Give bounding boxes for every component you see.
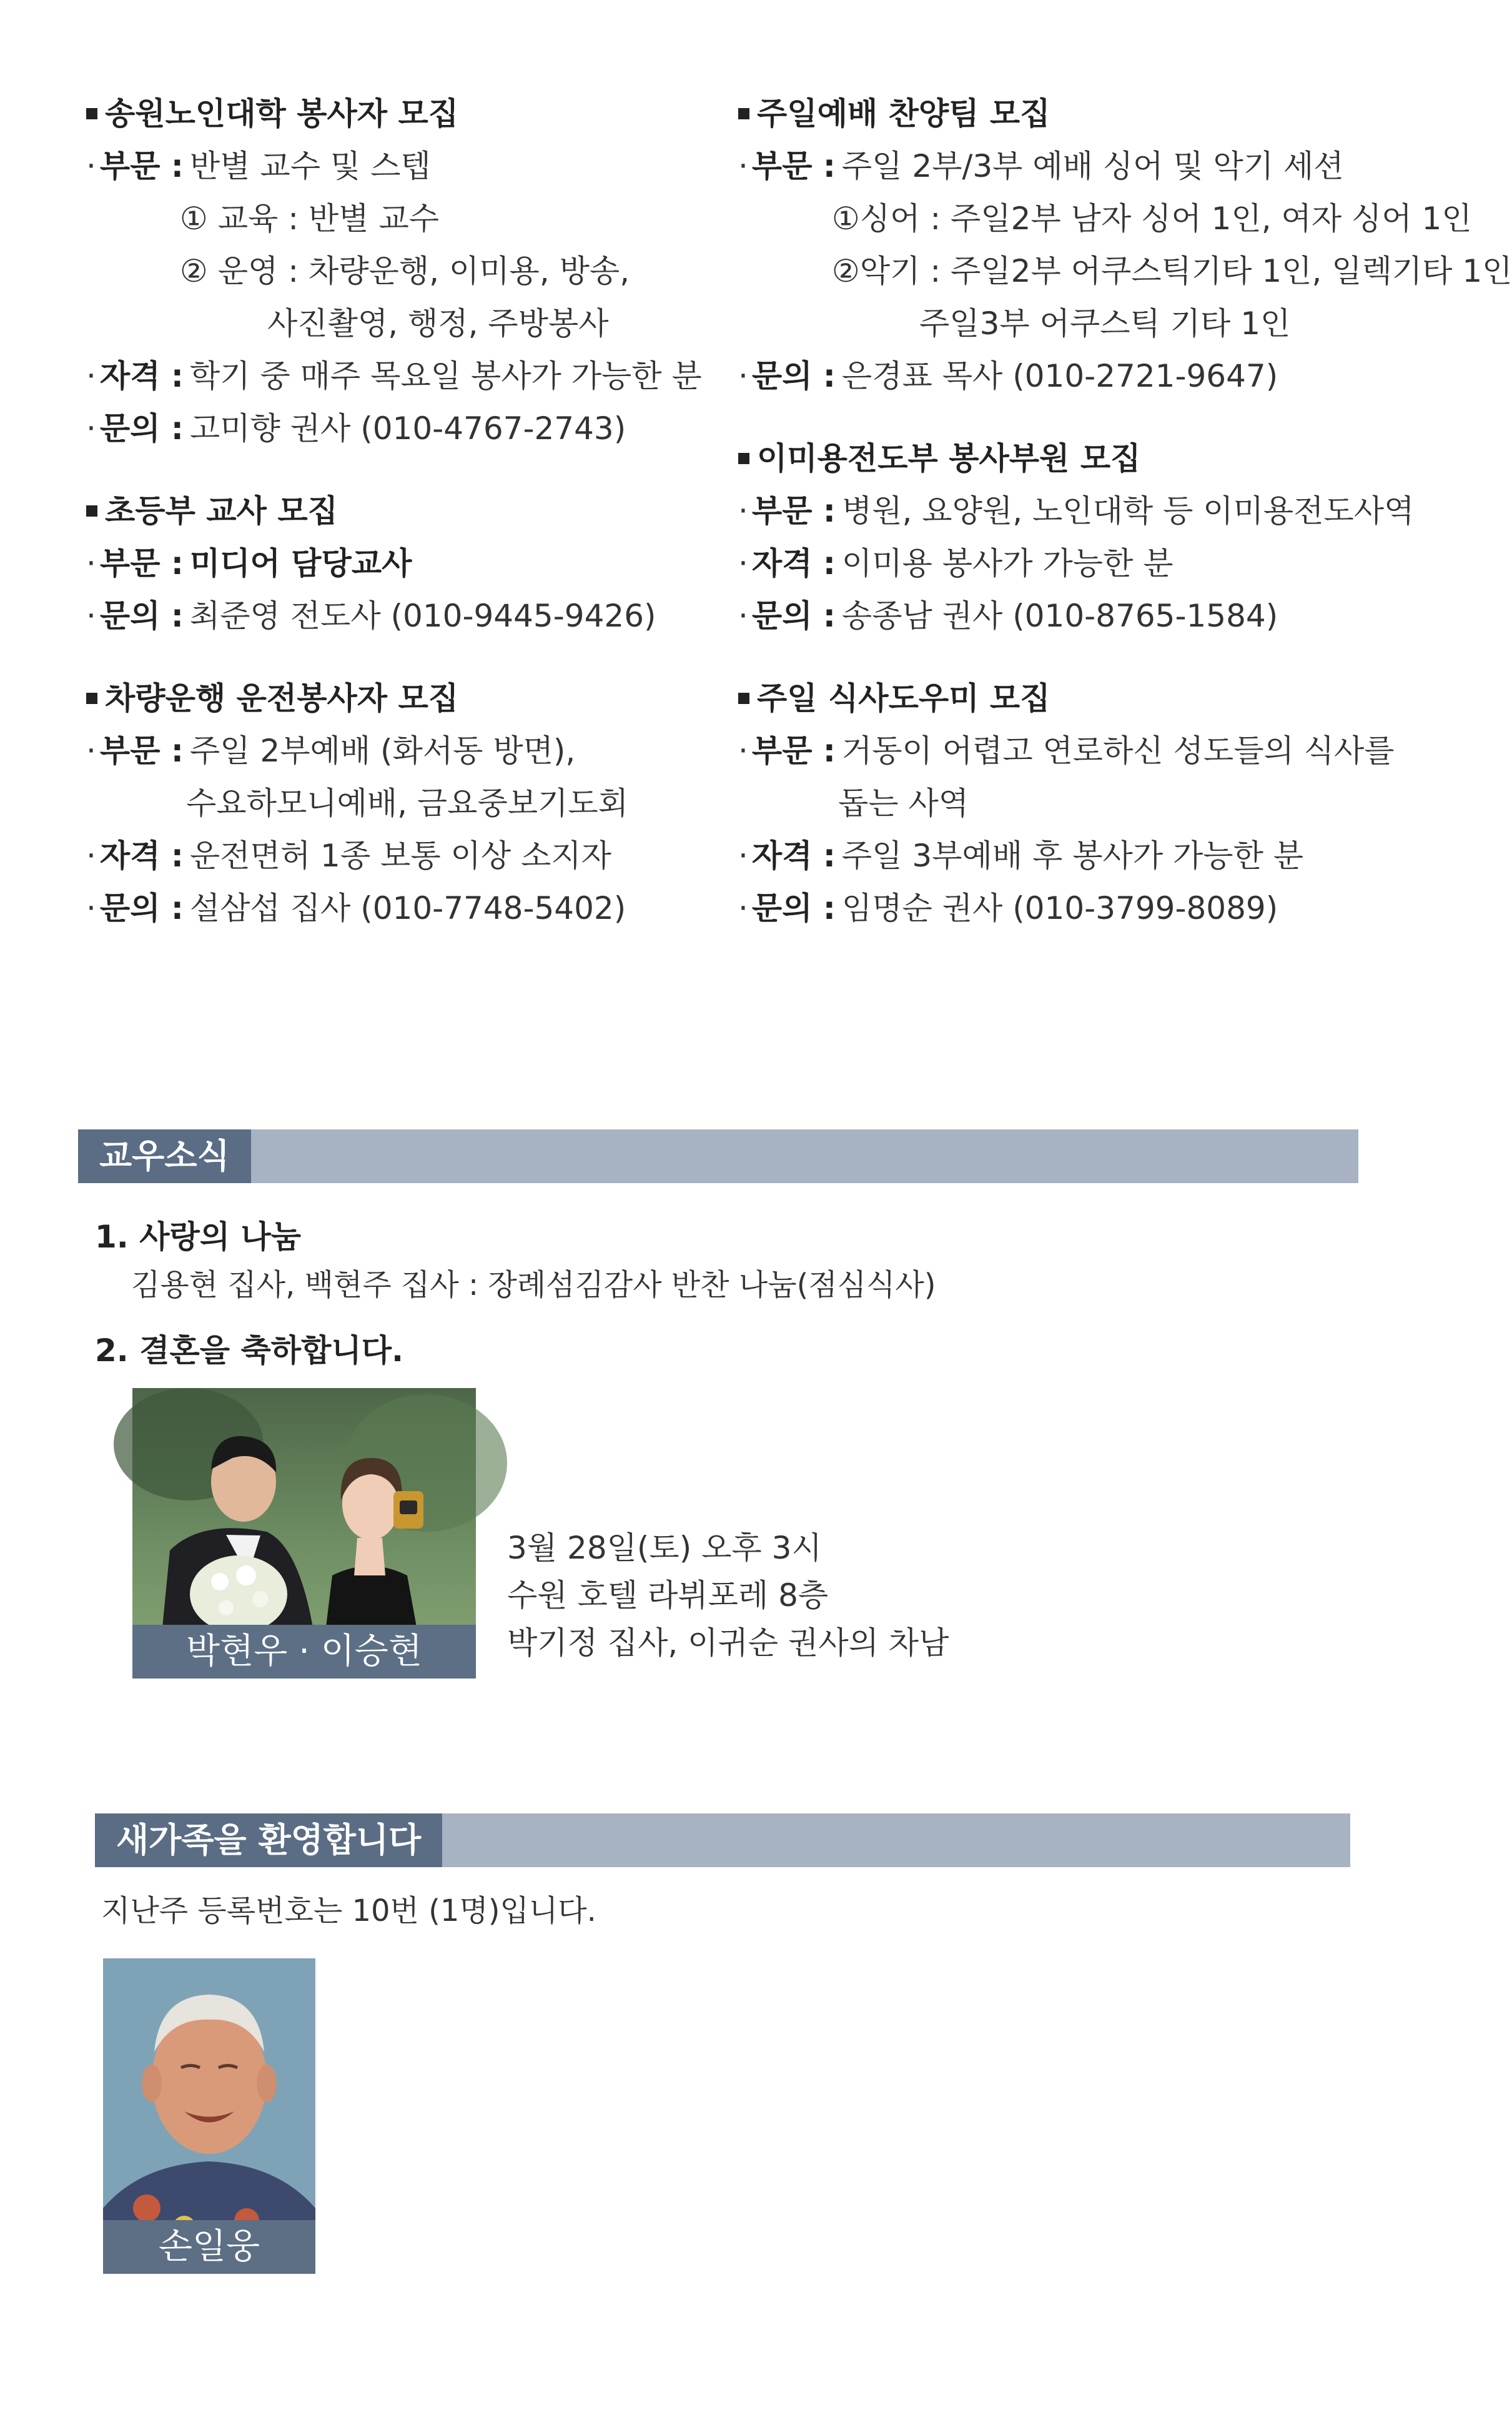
recruit-row-label: 부문 : (751, 733, 836, 769)
square-bullet-icon (86, 693, 97, 704)
recruit-row-label: 문의 : (751, 890, 836, 926)
recruit-row (738, 830, 1394, 882)
square-bullet-icon (86, 108, 97, 119)
recruit-title-text: 주일예배 찬양팀 모집 (757, 96, 1050, 132)
recruit-row (86, 830, 742, 882)
dot-bullet-icon: · (86, 358, 96, 394)
recruit-title (86, 87, 742, 140)
recruit-row-label: 부문 : (99, 148, 184, 184)
recruit-row-value: 미디어 담당교사 (189, 545, 412, 582)
recruit-row-continuation: ①싱어 : 주일2부 남자 싱어 1인, 여자 싱어 1인 (832, 201, 1472, 237)
recruit-row-value: 병원, 요양원, 노인대학 등 이미용전도사역 (841, 493, 1415, 529)
recruit-row-value: 송종남 권사 (010-8765-1584) (841, 598, 1278, 634)
recruit-row (86, 590, 742, 642)
dot-bullet-icon: · (738, 733, 748, 769)
wedding-date: 3월 28일(토) 오후 3시 (507, 1530, 822, 1566)
recruit-row-continuation: 수요하모니예배, 금요중보기도회 (186, 785, 628, 821)
recruit-row (738, 140, 1394, 192)
news-section-bar (78, 1129, 1358, 1183)
recruit-row-value: 운전면허 1종 보통 이상 소지자 (189, 838, 611, 874)
recruit-row-label: 부문 : (99, 545, 184, 582)
recruit-row-value: 임명순 권사 (010-3799-8089) (841, 890, 1278, 926)
recruit-row-label: 문의 : (99, 410, 184, 447)
square-bullet-icon (738, 453, 749, 464)
dot-bullet-icon: · (86, 148, 96, 184)
recruit-row-label: 자격 : (751, 545, 836, 582)
recruit-row-continuation: 돕는 사역 (838, 785, 969, 821)
square-bullet-icon (738, 108, 749, 119)
recruit-row-label: 문의 : (751, 598, 836, 634)
recruit-row (738, 350, 1394, 402)
welcome-section-bar (95, 1813, 1350, 1867)
dot-bullet-icon: · (738, 493, 748, 529)
recruit-row-label: 자격 : (751, 838, 836, 874)
recruit-title (86, 485, 742, 537)
recruit-column-right (738, 87, 1512, 935)
recruit-row-value: 이미용 봉사가 가능한 분 (841, 545, 1174, 582)
recruit-row (86, 402, 742, 455)
new-member-name: 손일웅 (103, 2220, 315, 2274)
welcome-section-title: 새가족을 환영합니다 (95, 1813, 442, 1867)
recruit-row-continuation: ②악기 : 주일2부 어쿠스틱기타 1인, 일렉기타 1인 (832, 253, 1512, 289)
news-item-1-text: 김용현 집사, 백현주 집사 : 장례섬김감사 반찬 나눔(점심식사) (131, 1267, 936, 1302)
dot-bullet-icon: · (86, 410, 96, 447)
recruit-row-value: 고미향 권사 (010-4767-2743) (189, 410, 626, 447)
recruit-row-value: 주일 2부예배 (화서동 방면), (189, 733, 576, 769)
recruit-title (738, 672, 1394, 725)
recruit-row (86, 537, 742, 590)
recruit-row-label: 부문 : (751, 493, 836, 529)
recruit-row-value: 반별 교수 및 스텝 (189, 148, 431, 184)
recruit-block (86, 672, 742, 935)
recruit-row-label: 자격 : (99, 358, 184, 394)
dot-bullet-icon: · (86, 598, 96, 634)
recruit-row-label: 문의 : (99, 598, 184, 634)
recruit-block (86, 87, 742, 455)
recruit-row-continuation: 사진촬영, 행정, 주방봉사 (267, 305, 609, 342)
recruit-title-text: 주일 식사도우미 모집 (757, 680, 1050, 717)
recruit-row (86, 350, 742, 402)
recruit-row-value: 설삼섭 집사 (010-7748-5402) (189, 890, 626, 926)
recruit-row-value: 은경표 목사 (010-2721-9647) (841, 358, 1278, 394)
wedding-photo (132, 1388, 476, 1679)
recruit-title-text: 차량운행 운전봉사자 모집 (105, 680, 459, 717)
dot-bullet-icon: · (86, 733, 96, 769)
recruit-row-continuation: ① 교육 : 반별 교수 (180, 201, 440, 237)
recruit-row (738, 725, 1394, 777)
recruit-column-left (86, 87, 742, 935)
dot-bullet-icon: · (738, 545, 748, 582)
recruit-row-label: 문의 : (99, 890, 184, 926)
recruit-row-label: 부문 : (99, 733, 184, 769)
dot-bullet-icon: · (738, 890, 748, 926)
wedding-parents: 박기정 집사, 이귀순 권사의 차남 (507, 1625, 949, 1661)
recruit-row (738, 882, 1394, 935)
news-item-2-title: 2. 결혼을 축하합니다. (95, 1332, 403, 1369)
new-member-photo (103, 1958, 315, 2274)
recruit-row (738, 485, 1415, 537)
wedding-couple-names: 박현우 · 이승현 (132, 1625, 476, 1679)
recruit-row-value: 주일 3부예배 후 봉사가 가능한 분 (841, 838, 1304, 874)
dot-bullet-icon: · (738, 838, 748, 874)
recruit-row-continuation: ② 운영 : 차량운행, 이미용, 방송, (180, 253, 630, 289)
recruit-block (86, 485, 742, 642)
recruit-title (738, 87, 1394, 140)
recruit-row (86, 725, 742, 777)
recruit-title-text: 이미용전도부 봉사부원 모집 (757, 440, 1141, 477)
recruit-row (86, 882, 742, 935)
recruit-row-value: 주일 2부/3부 예배 싱어 및 악기 세션 (841, 148, 1344, 184)
wedding-info (507, 1524, 949, 1667)
recruit-row (86, 140, 742, 192)
recruit-row-label: 문의 : (751, 358, 836, 394)
square-bullet-icon (86, 505, 97, 517)
news-item-1-title: 1. 사랑의 나눔 (95, 1219, 302, 1255)
dot-bullet-icon: · (86, 838, 96, 874)
recruit-row-value: 학기 중 매주 목요일 봉사가 가능한 분 (189, 358, 702, 394)
square-bullet-icon (738, 693, 749, 704)
recruit-row-label: 부문 : (751, 148, 836, 184)
dot-bullet-icon: · (738, 598, 748, 634)
news-section-title: 교우소식 (78, 1129, 251, 1183)
recruit-row-continuation: 주일3부 어쿠스틱 기타 1인 (919, 305, 1291, 342)
recruit-title-text: 송원노인대학 봉사자 모집 (105, 96, 459, 132)
recruit-block (738, 432, 1415, 642)
welcome-text: 지난주 등록번호는 10번 (1명)입니다. (101, 1893, 596, 1928)
recruit-title (86, 672, 742, 725)
recruit-row-label: 자격 : (99, 838, 184, 874)
recruit-block (738, 87, 1512, 402)
dot-bullet-icon: · (86, 890, 96, 926)
recruit-row-value: 최준영 전도사 (010-9445-9426) (189, 598, 656, 634)
dot-bullet-icon: · (738, 358, 748, 394)
recruit-title (738, 432, 1394, 485)
recruit-title-text: 초등부 교사 모집 (105, 493, 338, 529)
wedding-place: 수원 호텔 라뷔포레 8층 (507, 1577, 829, 1614)
dot-bullet-icon: · (86, 545, 96, 582)
recruit-block (738, 672, 1394, 935)
dot-bullet-icon: · (738, 148, 748, 184)
recruit-row (738, 537, 1394, 590)
recruit-row (738, 590, 1394, 642)
recruit-row-value: 거동이 어렵고 연로하신 성도들의 식사를 (841, 733, 1395, 769)
